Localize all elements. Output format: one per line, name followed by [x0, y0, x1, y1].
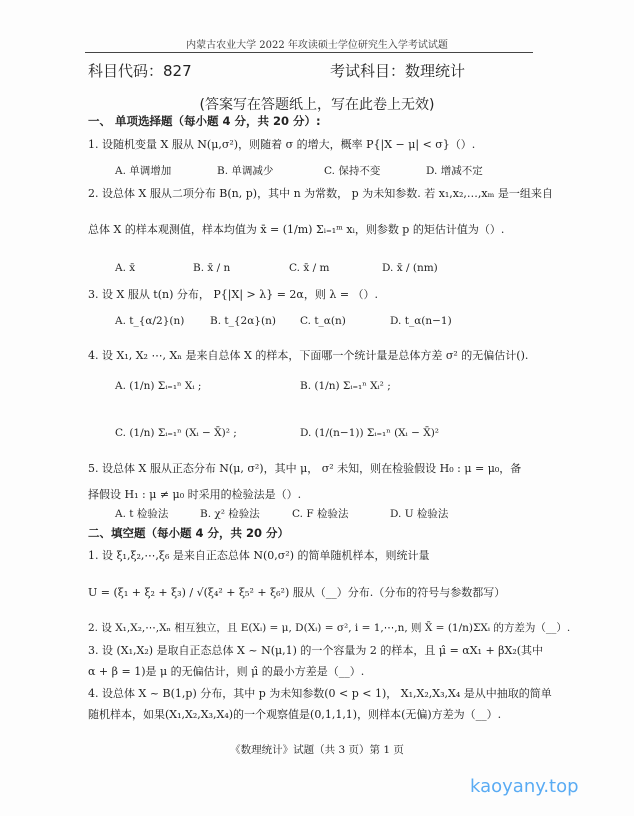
q3-option-b: B. t_{2α}(n): [210, 315, 276, 327]
q3-option-d: D. t_α(n−1): [390, 315, 452, 327]
fill2-text: 2. 设 X₁,X₂,⋯,Xₙ 相互独立，且 E(Xᵢ) = μ, D(Xᵢ) = σ², i = 1,⋯,n, 则 X̄ = (1/n)ΣXᵢ 的方差为（__）.: [88, 622, 571, 634]
page-footer: 《数理统计》试题（共 3 页）第 1 页: [230, 744, 404, 756]
q3-option-a: A. t_{α/2}(n): [115, 315, 185, 327]
q3-option-c: C. t_α(n): [300, 315, 346, 327]
section2-title: 二、填空题（每小题 4 分，共 20 分）: [88, 526, 290, 540]
fill4-text2: 随机样本，如果(X₁,X₂,X₃,X₄)的一个观察值是(0,1,1,1)，则样本(无偏)方差为（__）.: [88, 708, 502, 721]
q4-option-b: B. (1/n) Σᵢ₌₁ⁿ Xᵢ² ;: [300, 380, 391, 392]
q1-option-d: D. 增减不定: [426, 165, 483, 177]
q5-option-b: B. χ² 检验法: [200, 508, 260, 520]
section1-title: 一、 单项选择题（每小题 4 分，共 20 分）:: [88, 114, 321, 128]
fill1-formula: U = (ξ₁ + ξ₂ + ξ₃) / √(ξ₄² + ξ₅² + ξ₆²) 服从（__）分布.（分布的符号与参数都写）: [88, 586, 506, 599]
q1-option-a: A. 单调增加: [115, 165, 172, 177]
q3-text: 3. 设 X 服从 t(n) 分布， P{|X| > λ} = 2α，则 λ = （）.: [88, 288, 379, 301]
q5-text2: 择假设 H₁ : μ ≠ μ₀ 时采用的检验法是（）.: [88, 488, 302, 501]
q4-option-d: D. (1/(n−1)) Σᵢ₌₁ⁿ (Xᵢ − X̄)²: [300, 427, 440, 439]
q2-option-a: A. x̄: [115, 262, 136, 274]
q2-option-c: C. x̄ / m: [289, 262, 330, 274]
q1-option-c: C. 保持不变: [324, 165, 381, 177]
subject-code: 科目代码：827: [88, 62, 192, 80]
q5-option-d: D. U 检验法: [390, 508, 449, 520]
subject-name: 考试科目：数理统计: [330, 62, 466, 80]
q2-text2: 总体 X 的样本观测值，样本均值为 x̄ = (1/m) Σᵢ₌₁ᵐ xᵢ，则参数 p 的矩估计值为（）.: [88, 223, 505, 236]
fill1-text: 1. 设 ξ₁,ξ₂,⋯,ξ₆ 是来自正态总体 N(0,σ²) 的简单随机样本，则统计量: [88, 549, 430, 562]
q4-text: 4. 设 X₁, X₂ ⋯, Xₙ 是来自总体 X 的样本，下面哪一个统计量是总体方差 σ² 的无偏估计().: [88, 349, 529, 362]
fill3-text: 3. 设 (X₁,X₂) 是取自正态总体 X ~ N(μ,1) 的一个容量为 2 的样本，且 μ̂ = αX₁ + βX₂(其中: [88, 644, 544, 657]
q5-option-a: A. t 检验法: [115, 508, 169, 520]
q1-option-b: B. 单调减少: [217, 165, 274, 177]
fill4-text: 4. 设总体 X ~ B(1,p) 分布，其中 p 为未知参数(0 < p < 1)， X₁,X₂,X₃,X₄ 是从中抽取的简单: [88, 687, 552, 700]
q4-option-c: C. (1/n) Σᵢ₌₁ⁿ (Xᵢ − X̄)² ;: [115, 427, 237, 439]
q4-option-a: A. (1/n) Σᵢ₌₁ⁿ Xᵢ ;: [115, 380, 202, 392]
q2-option-b: B. x̄ / n: [193, 262, 231, 274]
q5-option-c: C. F 检验法: [292, 508, 349, 520]
page-header: 内蒙古农业大学 2022 年攻读硕士学位研究生入学考试试题: [186, 40, 448, 51]
header-rule: [85, 52, 533, 53]
q2-option-d: D. x̄ / (nm): [382, 262, 438, 274]
q1-text: 1. 设随机变量 X 服从 N(μ,σ²)，则随着 σ 的增大，概率 P{|X − μ| < σ}（）.: [88, 138, 476, 151]
q5-text: 5. 设总体 X 服从正态分布 N(μ, σ²)，其中 μ， σ² 未知，则在检验假设 H₀ : μ = μ₀，备: [88, 462, 522, 475]
fill3-text2: α + β = 1)是 μ 的无偏估计，则 μ̂ 的最小方差是（__）.: [88, 665, 365, 678]
answer-note: (答案写在答题纸上，写在此卷上无效): [199, 97, 435, 113]
q2-text: 2. 设总体 X 服从二项分布 B(n, p)，其中 n 为常数， p 为未知参数. 若 x₁,x₂,…,xₘ 是一组来自: [88, 187, 553, 200]
watermark: kaoyany.top: [470, 776, 579, 797]
